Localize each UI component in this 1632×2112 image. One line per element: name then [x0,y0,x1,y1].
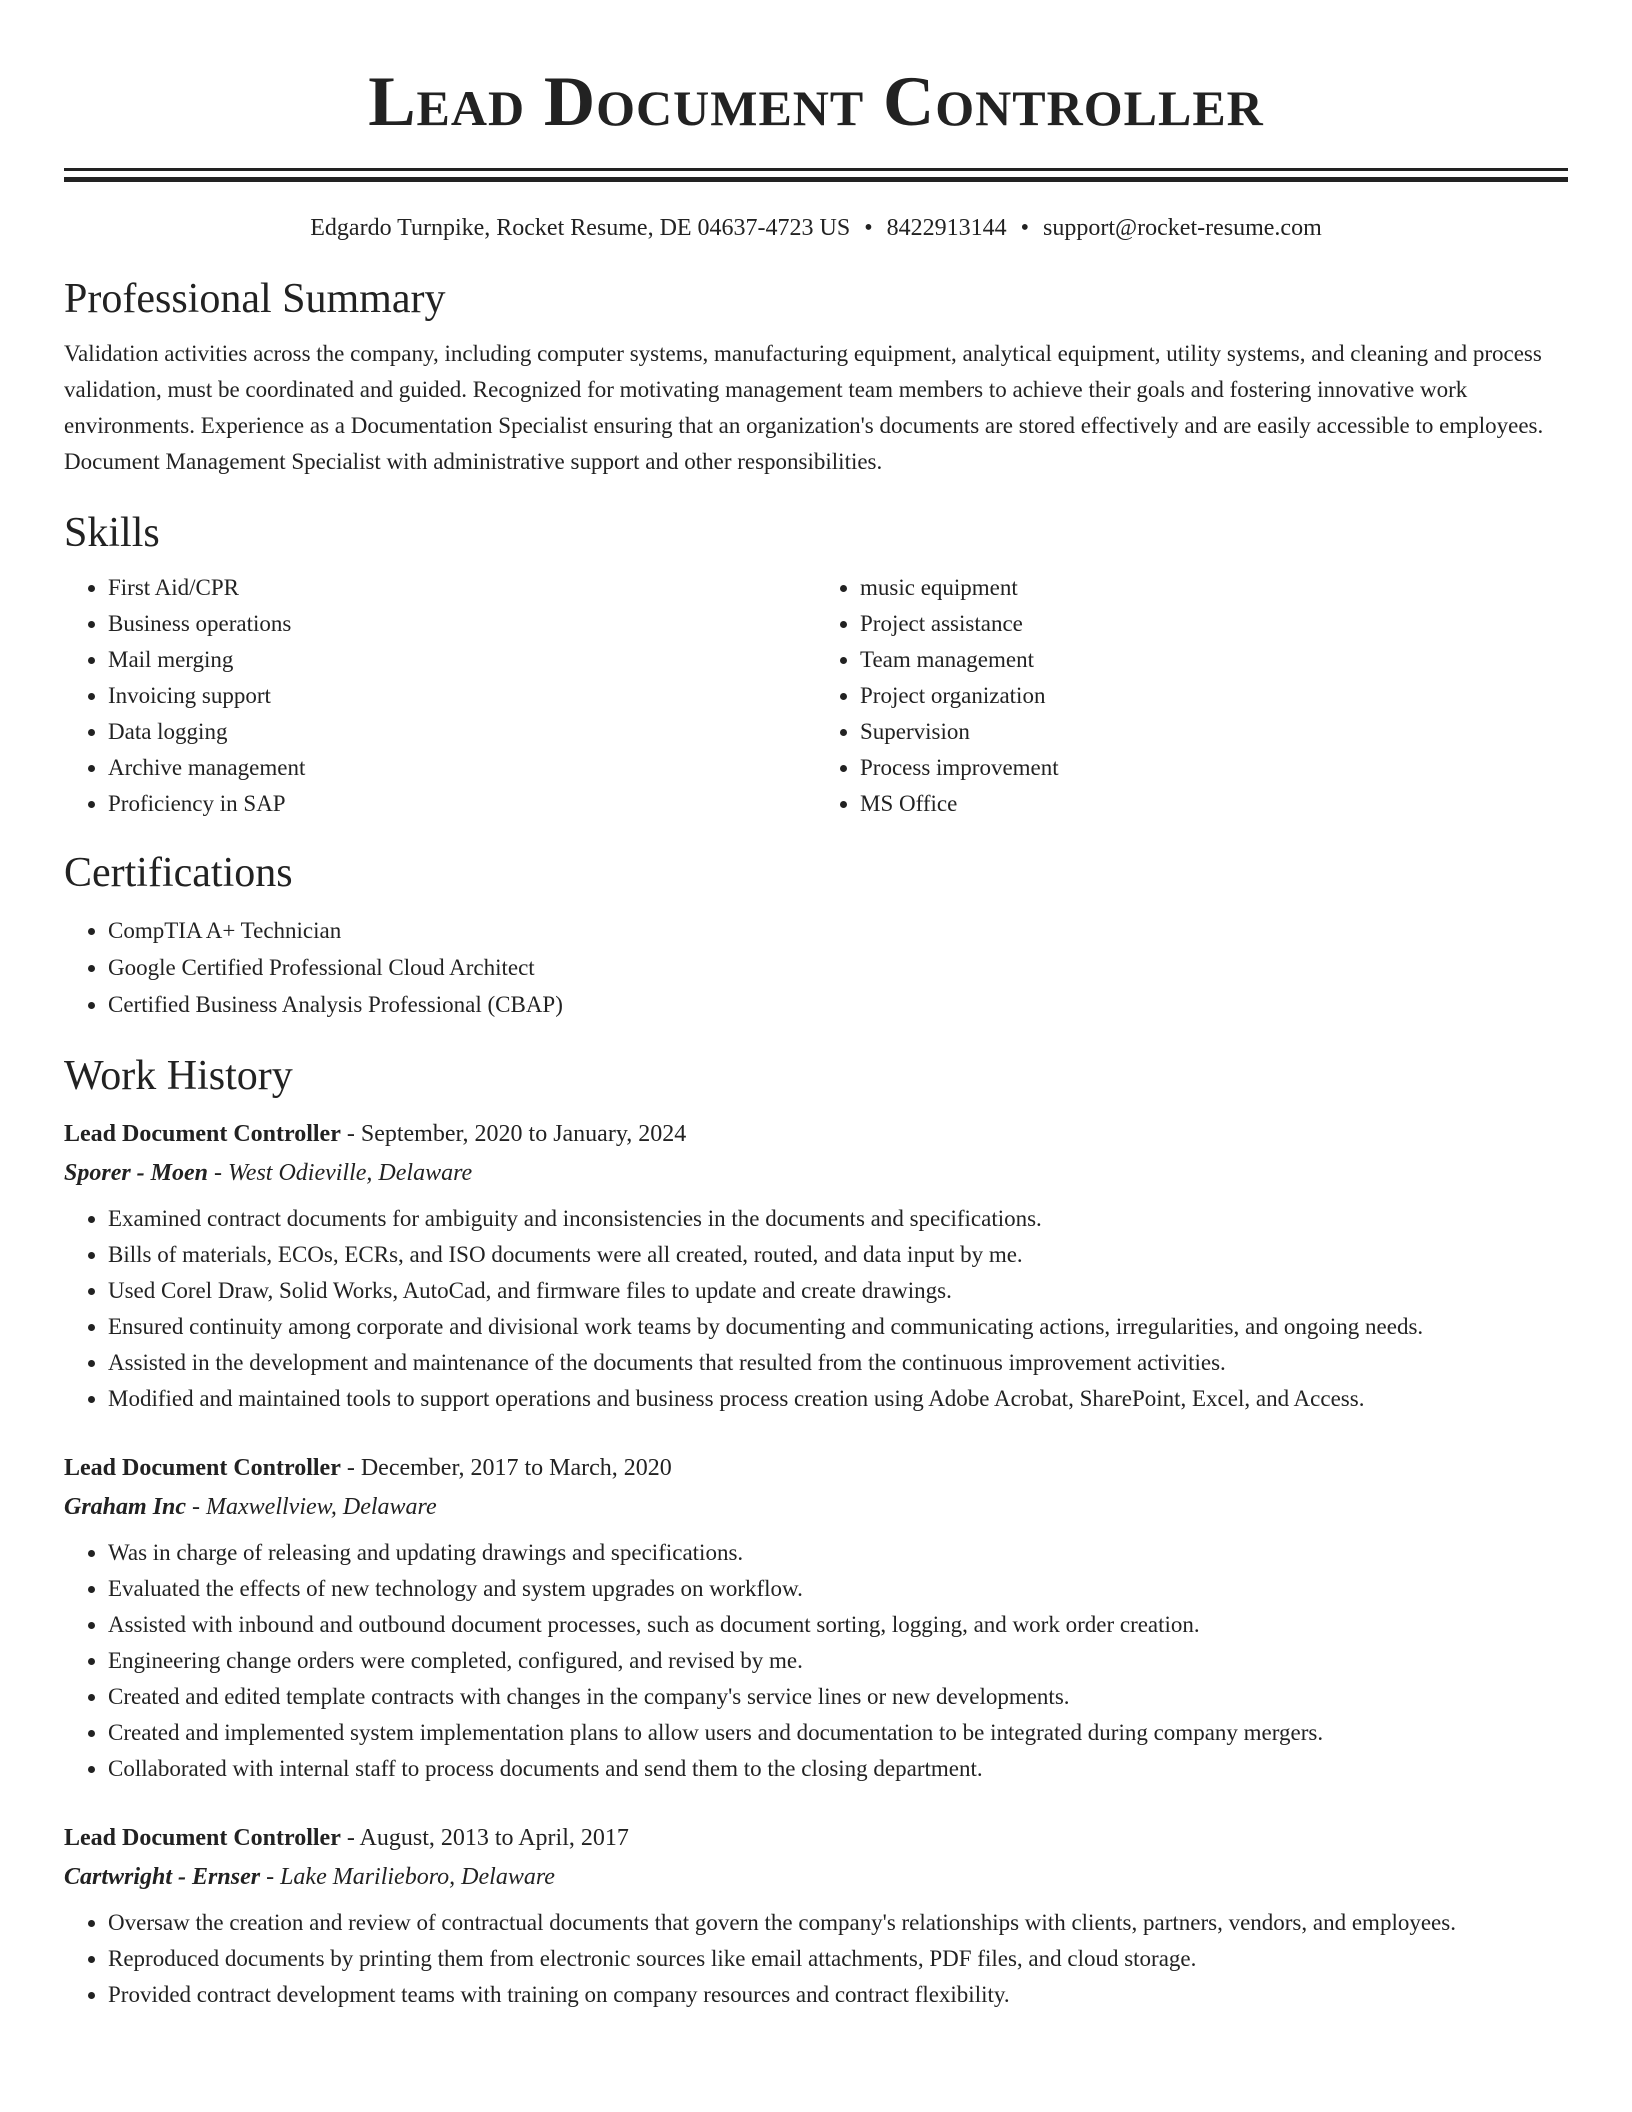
job-bullet: • Assisted with inbound and outbound document processes, such as document sorting, logging, and work order creation. [108,1607,1568,1643]
work-history-heading: Work History [64,1053,293,1099]
skill-item: • Proficiency in SAP [108,786,816,822]
company-location: - Lake Marilieboro, Delaware [260,1864,555,1890]
skill-item: • Team management [860,642,1568,678]
skill-item: • Invoicing support [108,678,816,714]
job-bullets [64,1535,1568,1787]
job-bullet: • Assisted in the development and maintenance of the documents that resulted from the continuous improvement activities. [108,1345,1568,1381]
certification-item: • Certified Business Analysis Professional (CBAP) [108,986,1568,1023]
skills-section [64,508,1568,822]
bullet-separator: • [1020,215,1030,241]
job-dates: - August, 2013 to April, 2017 [340,1825,629,1851]
job-bullet: • Used Corel Draw, Solid Works, AutoCad, and firmware files to update and create drawings. [108,1273,1568,1309]
summary-section [64,274,1568,480]
bullet-separator: • [864,215,873,241]
company-name: Cartwright - Ernser [64,1864,261,1890]
contact-phone: 8422913144 [886,215,1007,241]
summary-heading: Professional Summary [64,276,446,322]
job-bullet: • Ensured continuity among corporate and divisional work teams by documenting and communicating actions, irregularities, and ongoing needs. [108,1309,1568,1345]
skills-list-left [64,570,816,822]
certifications-heading: Certifications [64,850,293,896]
resume-title: Lead Document Controller [368,63,1264,141]
company-location: - West Odieville, Delaware [208,1160,473,1186]
skills-list-right [816,570,1568,822]
skill-item: • MS Office [860,786,1568,822]
job-bullet: • Collaborated with internal staff to process documents and send them to the closing department. [108,1751,1568,1787]
skill-item: • Business operations [108,606,816,642]
job-bullet: • Evaluated the effects of new technology and system upgrades on workflow. [108,1571,1568,1607]
company-name: Graham Inc [64,1494,187,1520]
company-line [64,1487,1568,1527]
skill-item: • Archive management [108,750,816,786]
title-rule-thin [64,168,1568,171]
job-bullet: • Bills of materials, ECOs, ECRs, and ISO documents were all created, routed, and data input by me. [108,1237,1568,1273]
skill-item: • Process improvement [860,750,1568,786]
job-bullet: • Engineering change orders were completed, configured, and revised by me. [108,1643,1568,1679]
skills-columns [64,570,1568,822]
job-bullet: • Oversaw the creation and review of contractual documents that govern the company's relationships with clients, partners, vendors, and employees. [108,1905,1568,1941]
company-name: Sporer - Moen [64,1160,209,1186]
job-title-line [64,1819,1568,1857]
job-title-line [64,1449,1568,1487]
job-bullets [64,1905,1568,2013]
job-entry [64,1449,1568,1787]
company-line [64,1857,1568,1897]
job-bullet: • Reproduced documents by printing them from electronic sources like email attachments, PDF files, and cloud storage. [108,1941,1568,1977]
job-bullet: • Modified and maintained tools to support operations and business process creation using Adobe Acrobat, SharePoint, Excel, and Access. [108,1381,1568,1417]
job-entry [64,1115,1568,1417]
title-rule-thick [64,177,1568,182]
resume-page [64,0,1568,2013]
skill-item: • music equipment [860,570,1568,606]
certifications-section [64,848,1568,1023]
job-bullet: • Was in charge of releasing and updating drawings and specifications. [108,1535,1568,1571]
job-bullet: • Created and implemented system implementation plans to allow users and documentation to be integrated during company mergers. [108,1715,1568,1751]
job-bullet: • Provided contract development teams with training on company resources and contract flexibility. [108,1977,1568,2013]
skills-heading: Skills [64,510,160,556]
job-title: Lead Document Controller [64,1825,341,1851]
job-title-line [64,1115,1568,1153]
contact-email: support@rocket-resume.com [1043,215,1322,241]
skill-item: • Data logging [108,714,816,750]
certifications-list [64,912,1568,1023]
work-history-section [64,1051,1568,2013]
skill-item: • First Aid/CPR [108,570,816,606]
job-bullets [64,1201,1568,1417]
job-dates: - December, 2017 to March, 2020 [340,1455,672,1481]
job-title: Lead Document Controller [64,1455,341,1481]
job-dates: - September, 2020 to January, 2024 [340,1121,687,1147]
contact-address: Edgardo Turnpike, Rocket Resume, DE 04637-4723 US [310,215,851,241]
contact-line [64,212,1568,244]
skill-item: • Mail merging [108,642,816,678]
summary-text: Validation activities across the company, including computer systems, manufacturing equipment, analytical equipment, utility systems, and cleaning and process validation, must be coordinated and guided. Recognized for motivating management team members to achieve their goals and fostering innovative work environments. Experience as a Documentation Specialist ensuring that an organization's documents are stored effectively and are easily accessible to employees. Document Management Specialist with administrative support and other responsibilities. [64,341,1544,474]
certification-item: • CompTIA A+ Technician [108,912,1568,949]
job-title: Lead Document Controller [64,1121,341,1147]
certification-item: • Google Certified Professional Cloud Architect [108,949,1568,986]
job-bullet: • Created and edited template contracts with changes in the company's service lines or new developments. [108,1679,1568,1715]
company-location: - Maxwellview, Delaware [186,1494,437,1520]
skill-item: • Supervision [860,714,1568,750]
company-line [64,1153,1568,1193]
job-entry [64,1819,1568,2013]
skill-item: • Project assistance [860,606,1568,642]
job-bullet: • Examined contract documents for ambiguity and inconsistencies in the documents and specifications. [108,1201,1568,1237]
skill-item: • Project organization [860,678,1568,714]
